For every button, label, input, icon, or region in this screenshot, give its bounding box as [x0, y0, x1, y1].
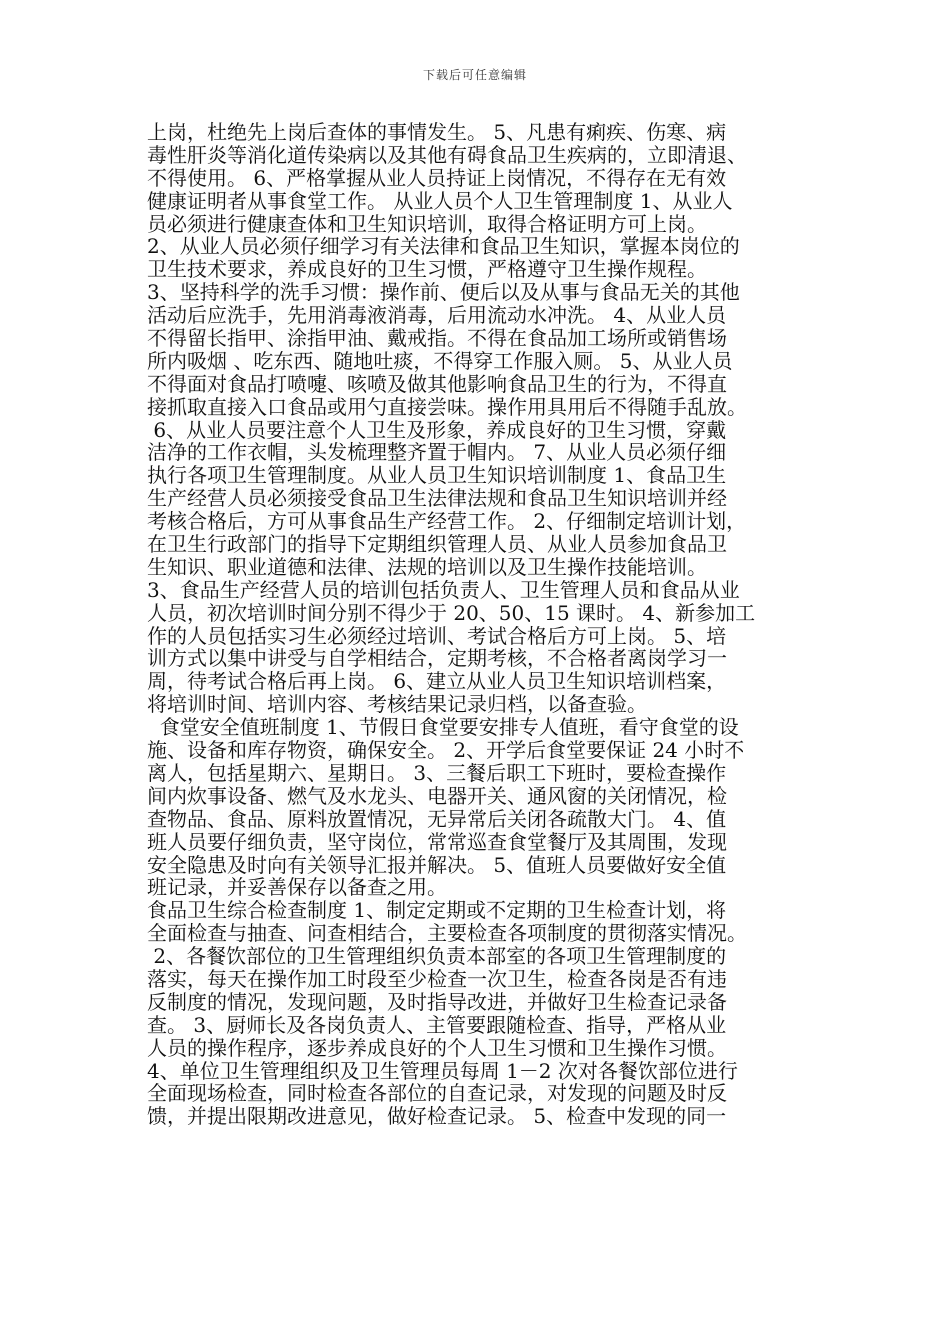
text-line: 3、坚持科学的洗手习惯：操作前、便后以及从事与食品无关的其他	[147, 280, 740, 305]
text-line: 施、设备和库存物资，确保安全。 2、开学后食堂要保证 24 小时不	[147, 738, 745, 763]
text-line: 考核合格后，方可从事食品生产经营工作。 2、仔细制定培训计划，	[147, 509, 747, 534]
text-line: 接抓取直接入口食品或用勺直接尝味。操作用具用后不得随手乱放。	[147, 394, 747, 419]
text-line: 上岗，杜绝先上岗后查体的事情发生。 5、凡患有痢疾、伤寒、病	[147, 120, 727, 144]
text-line: 全面现场检查，同时检查各部位的自查记录，对发现的问题及时反	[147, 1081, 727, 1106]
text-line: 将培训时间、培训内容、考核结果记录归档，以备查验。	[147, 692, 647, 717]
text-line: 查物品、食品、原料放置情况，无异常后关闭各疏散大门。 4、值	[147, 806, 727, 831]
text-line: 生产经营人员必须接受食品卫生法律法规和食品卫生知识培训并经	[147, 486, 727, 511]
text-line: 健康证明者从事食堂工作。 从业人员个人卫生管理制度 1、从业人	[147, 188, 733, 213]
text-line: 训方式以集中讲受与自学相结合，定期考核，不合格者离岗学习一	[147, 646, 727, 671]
text-line: 在卫生行政部门的指导下定期组织管理人员、从业人员参加食品卫	[147, 532, 727, 557]
text-line: 不得面对食品打喷嚏、咳喷及做其他影响食品卫生的行为，不得直	[147, 371, 727, 396]
text-line: 卫生技术要求，养成良好的卫生习惯，严格遵守卫生操作规程。	[147, 257, 707, 282]
text-line: 2、从业人员必须仔细学习有关法律和食品卫生知识，掌握本岗位的	[147, 234, 740, 259]
document-body	[147, 121, 811, 1128]
text-line: 周，待考试合格后再上岗。 6、建立从业人员卫生知识培训档案，	[147, 669, 727, 694]
text-line: 不得留长指甲、涂指甲油、戴戒指。不得在食品加工场所或销售场	[147, 326, 727, 351]
text-line: 食堂安全值班制度 1、节假日食堂要安排专人值班，看守食堂的设	[147, 715, 739, 740]
text-line: 反制度的情况，发现问题，及时指导改进，并做好卫生检查记录备	[147, 989, 727, 1014]
text-line: 员必须进行健康查体和卫生知识培训，取得合格证明方可上岗。	[147, 211, 707, 236]
text-line: 安全隐患及时向有关领导汇报并解决。 5、值班人员要做好安全值	[147, 852, 727, 877]
text-line: 食品卫生综合检查制度 1、制定定期或不定期的卫生检查计划，将	[147, 898, 727, 923]
text-line: 执行各项卫生管理制度。从业人员卫生知识培训制度 1、食品卫生	[147, 463, 727, 488]
text-line: 6、从业人员要注意个人卫生及形象，养成良好的卫生习惯，穿戴	[147, 417, 727, 442]
text-line: 生知识、职业道德和法律、法规的培训以及卫生操作技能培训。	[147, 554, 707, 579]
text-line: 洁净的工作衣帽，头发梳理整齐置于帽内。 7、从业人员必须仔细	[147, 440, 727, 465]
text-line: 活动后应洗手，先用消毒液消毒，后用流动水冲洗。 4、从业人员	[147, 303, 727, 328]
text-line: 作的人员包括实习生必须经过培训、考试合格后方可上岗。 5、培	[147, 623, 727, 648]
text-line: 不得使用。 6、严格掌握从业人员持证上岗情况，不得存在无有效	[147, 165, 727, 190]
text-line: 全面检查与抽查、问查相结合，主要检查各项制度的贯彻落实情况。	[147, 921, 747, 946]
text-line: 人员的操作程序，逐步养成良好的个人卫生习惯和卫生操作习惯。	[147, 1035, 727, 1060]
text-line: 查。 3、厨师长及各岗负责人、主管要跟随检查、指导，严格从业	[147, 1012, 727, 1037]
text-line: 2、各餐饮部位的卫生管理组织负责本部室的各项卫生管理制度的	[147, 944, 727, 969]
text-line: 4、单位卫生管理组织及卫生管理员每周 1－2 次对各餐饮部位进行	[147, 1058, 738, 1083]
text-line: 所内吸烟 、吃东西、随地吐痰，不得穿工作服入厕。 5、从业人员	[147, 348, 733, 373]
text-line: 间内炊事设备、燃气及水龙头、电器开关、通风窗的关闭情况，检	[147, 783, 727, 808]
page-header-note: 下载后可任意编辑	[422, 68, 527, 82]
text-line: 离人，包括星期六、星期日。 3、三餐后职工下班时，要检查操作	[147, 760, 727, 785]
text-line: 班人员要仔细负责，坚守岗位，常常巡查食堂餐厅及其周围，发现	[147, 829, 727, 854]
text-line: 落实，每天在操作加工时段至少检查一次卫生，检查各岗是否有违	[147, 966, 727, 991]
text-line: 馈，并提出限期改进意见，做好检查记录。 5、检查中发现的同一	[147, 1104, 727, 1129]
text-line: 毒性肝炎等消化道传染病以及其他有碍食品卫生疾病的，立即清退、	[147, 142, 747, 167]
text-line: 班记录，并妥善保存以备查之用。	[147, 875, 447, 900]
text-line: 人员，初次培训时间分别不得少于 20、50、15 课时。 4、新参加工	[147, 600, 756, 625]
text-line: 3、食品生产经营人员的培训包括负责人、卫生管理人员和食品从业	[147, 577, 740, 602]
